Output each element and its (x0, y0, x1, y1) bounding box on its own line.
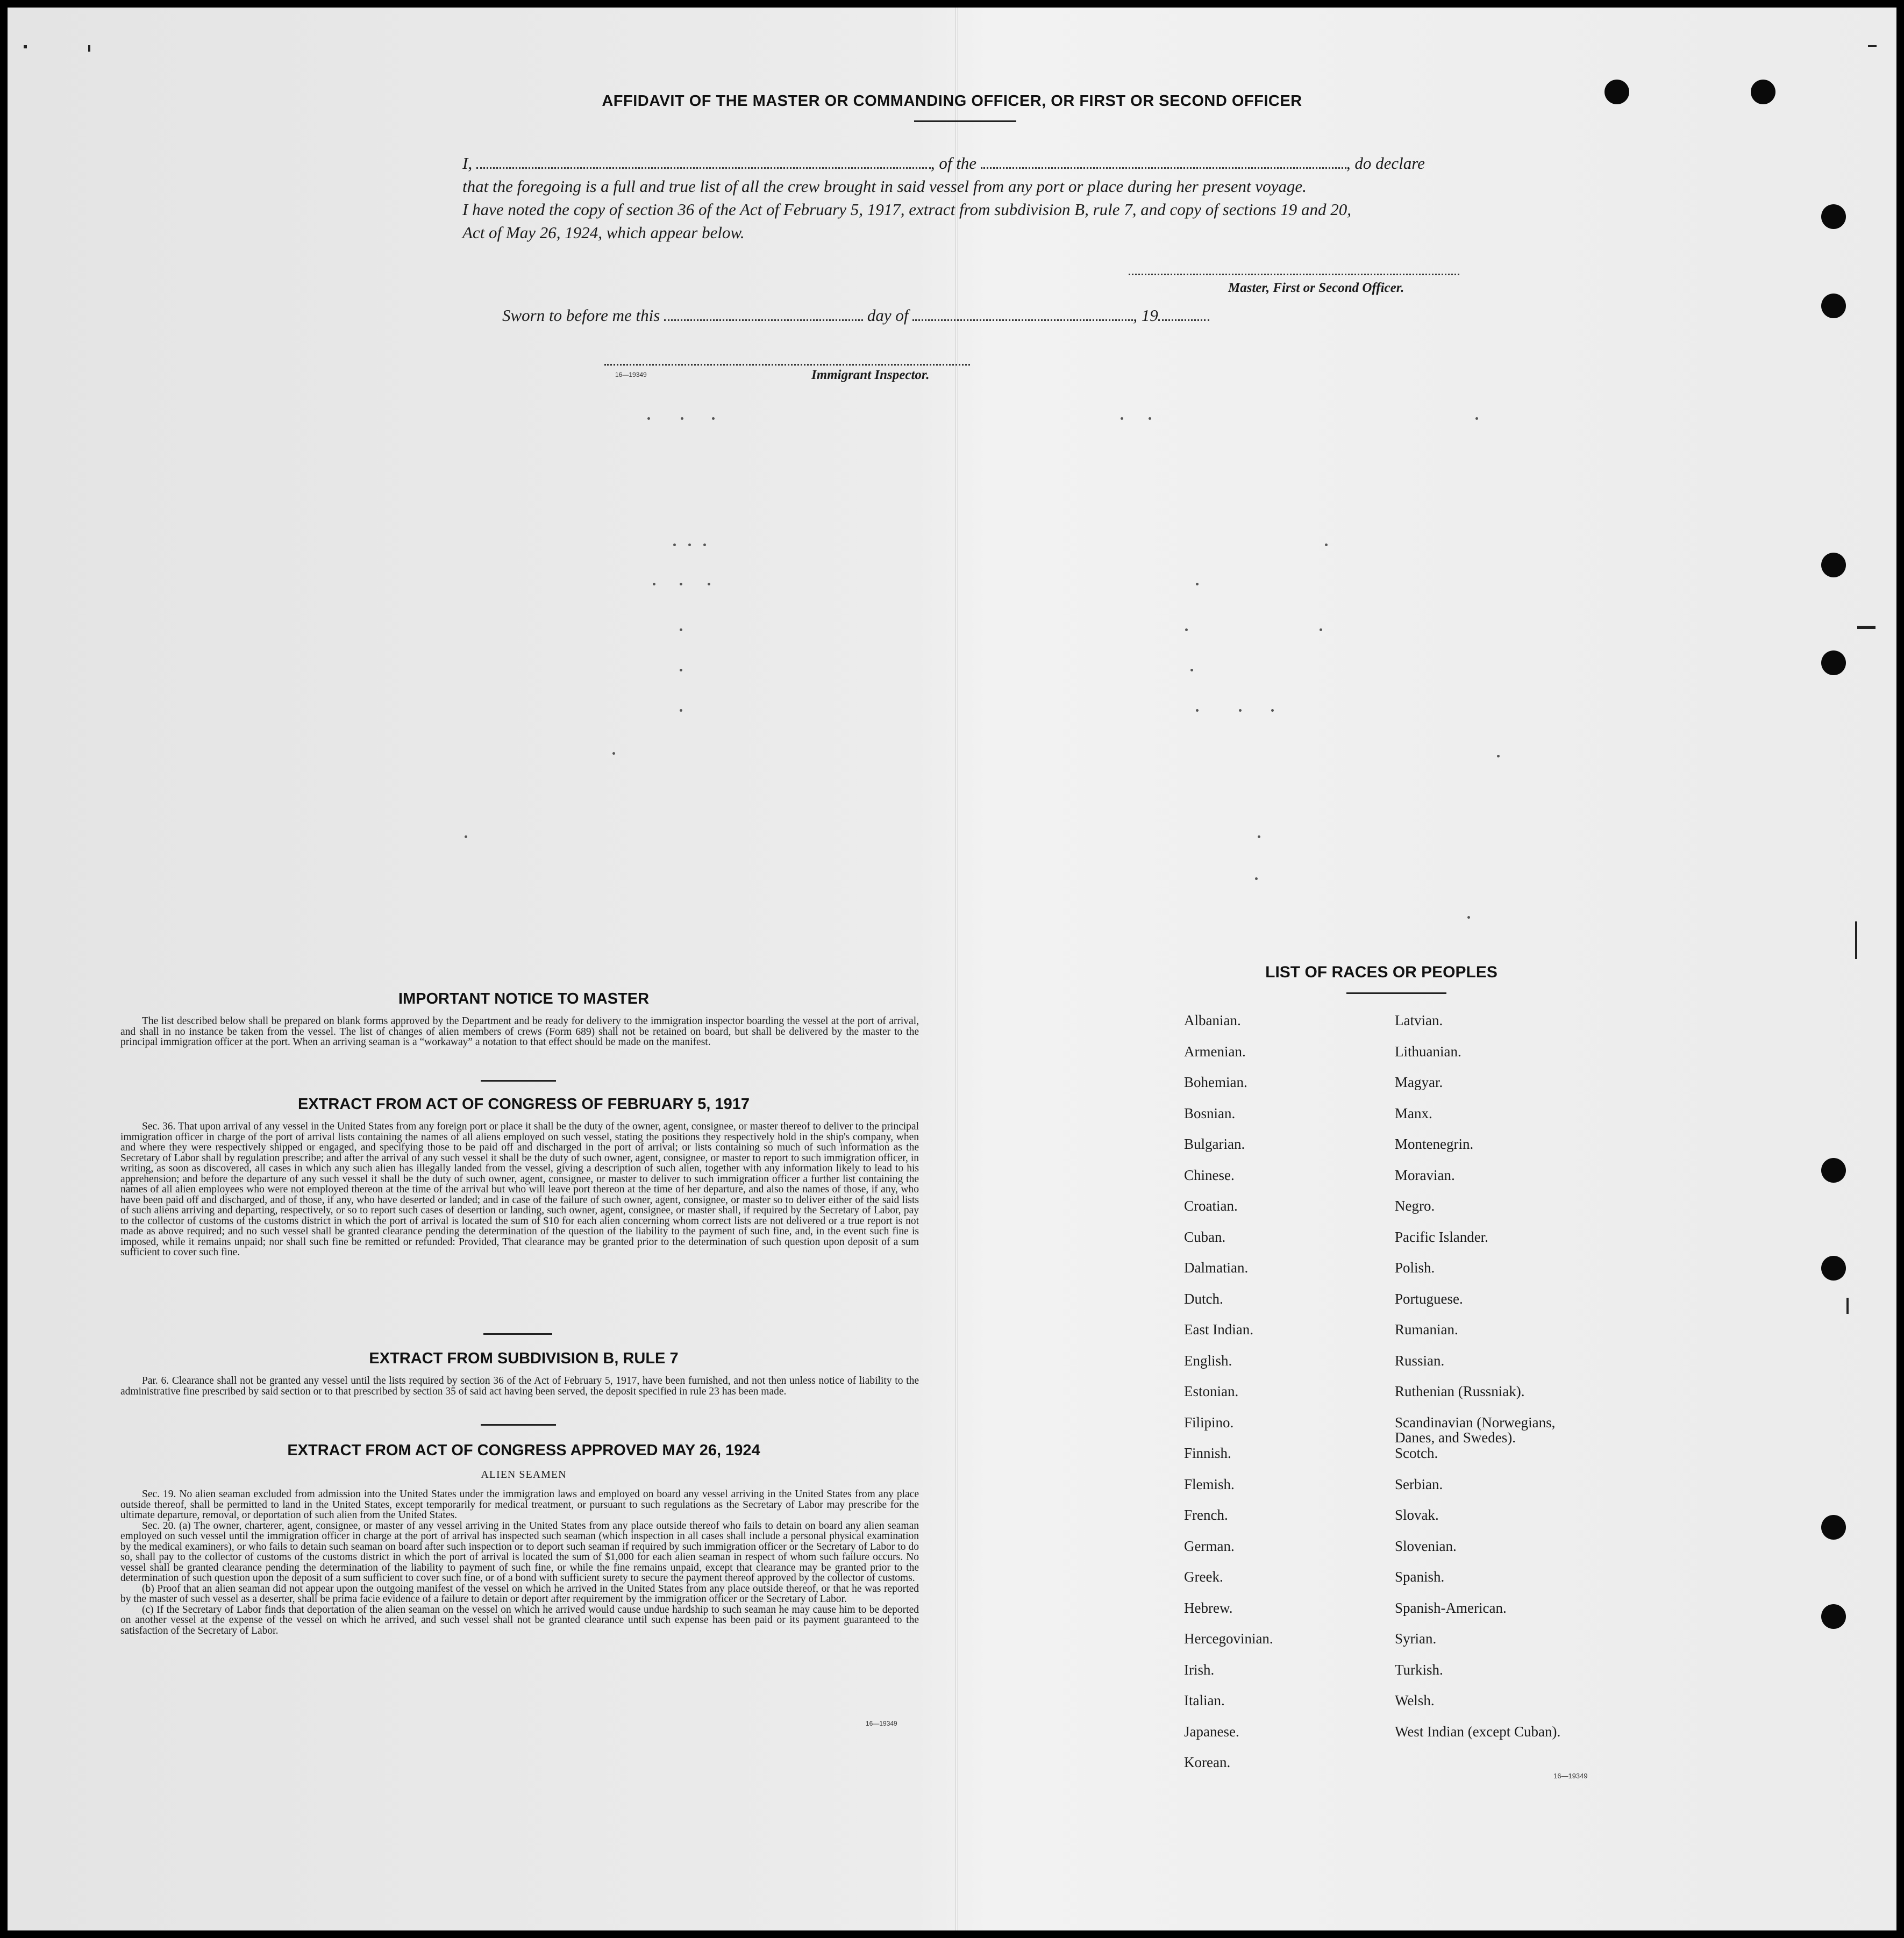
race-item: English. (1184, 1352, 1232, 1369)
punch-hole (1821, 650, 1846, 675)
race-item: Hebrew. (1184, 1599, 1233, 1616)
race-item: Cuban. (1184, 1228, 1226, 1245)
race-item: Ruthenian (Russniak). (1395, 1383, 1525, 1399)
bleed-mark (1121, 417, 1123, 420)
race-item: Flemish. (1184, 1476, 1235, 1492)
race-item: Armenian. (1184, 1043, 1246, 1060)
edge-mark (88, 45, 90, 52)
affidavit-line-4: Act of May 26, 1924, which appear below. (462, 223, 745, 242)
alien-seamen-subtitle: ALIEN SEAMEN (481, 1469, 567, 1481)
race-item: Portuguese. (1395, 1290, 1463, 1307)
inspector-signature-line[interactable] (604, 364, 970, 366)
bleed-mark (680, 669, 682, 671)
bleed-mark (1196, 583, 1199, 585)
bleed-mark (1475, 417, 1478, 420)
race-item: Bosnian. (1184, 1105, 1236, 1121)
edge-mark (1855, 921, 1857, 959)
affidavit-line-2: that the foregoing is a full and true list of all the crew brought in said vessel from any port or place during her present voyage. (462, 177, 1307, 196)
bleed-mark (681, 417, 683, 420)
race-item: Russian. (1395, 1352, 1445, 1369)
bleed-mark (1271, 709, 1274, 712)
bleed-mark (1190, 669, 1193, 671)
race-item: Albanian. (1184, 1012, 1241, 1028)
race-item: Estonian. (1184, 1383, 1239, 1399)
race-item: Dalmatian. (1184, 1260, 1249, 1276)
sworn-line (502, 306, 1524, 325)
bleed-mark (1320, 628, 1322, 631)
rule7-paragraph: Par. 6. Clearance shall not be granted any vessel until the lists required by section 36 of the Act of February 5, 1917, have been furnished, and not then unless notice of liability to the administrative fine prescribed by said section or to that prescribed by section 35 of said act having been served, the deposit specified in rule 23 has been made. (120, 1375, 919, 1397)
notice-rule (481, 1080, 556, 1082)
punch-hole (1821, 1158, 1846, 1183)
race-item: Italian. (1184, 1692, 1225, 1708)
bleed-mark (1255, 877, 1258, 880)
master-signature-label: Master, First or Second Officer. (1228, 281, 1404, 295)
bleed-mark (1258, 835, 1260, 838)
bleed-mark (680, 628, 682, 631)
form-number-left: 16—19349 (866, 1720, 897, 1727)
sworn-prefix: Sworn to before me this (502, 306, 660, 325)
races-right-column (1395, 1013, 1642, 1755)
race-item: Scandinavian (Norwegians, Danes, and Swedes). (1395, 1414, 1556, 1446)
notice-title: IMPORTANT NOTICE TO MASTER (398, 990, 650, 1007)
race-item: Chinese. (1184, 1167, 1235, 1183)
document-sheet (8, 8, 1896, 1930)
bleed-mark (612, 752, 615, 755)
races-title: LIST OF RACES OR PEOPLES (1265, 963, 1497, 981)
race-item: East Indian. (1184, 1321, 1253, 1338)
bleed-mark (673, 544, 676, 546)
punch-hole (1821, 553, 1846, 577)
race-item: Polish. (1395, 1260, 1435, 1276)
race-item: West Indian (except Cuban). (1395, 1723, 1561, 1740)
sec20c-paragraph: (c) If the Secretary of Labor finds that deportation of the alien seaman on the vessel on which he arrived would cause undue hardship to such seaman he may cause him to be deported on another vessel at the expense of the vessel on which he arrived, and such vessel shall not be granted clearance until such expense has been paid or its payment guaranteed to the satisfaction of the Secretary of Labor. (120, 1604, 919, 1636)
notice-paragraph: The list described below shall be prepared on blank forms approved by the Department and be ready for delivery to the immigration inspector boarding the vessel at the port of arrival, and shall in no instance be taken from the vessel. The list of changes of alien members of crews (Form 689) shall not be retained on board, but shall be delivered by the master to the principal immigration officer at the port. When an arriving seaman is a “workaway” a notation to that effect should be made on the manifest. (120, 1016, 919, 1048)
edge-mark (1846, 1298, 1849, 1314)
race-item: Filipino. (1184, 1414, 1234, 1431)
race-item: French. (1184, 1507, 1228, 1523)
form-number-affidavit: 16—19349 (615, 371, 647, 378)
bleed-mark (1497, 755, 1500, 757)
bleed-mark (1196, 709, 1199, 712)
sworn-year-field[interactable] (1158, 307, 1209, 321)
page-fold (955, 8, 958, 1930)
bleed-mark (703, 544, 706, 546)
punch-hole (1821, 294, 1846, 318)
race-item: Croatian. (1184, 1198, 1238, 1214)
bleed-mark (465, 835, 467, 838)
bleed-mark (688, 544, 691, 546)
bleed-mark (653, 583, 655, 585)
race-item: Slovak. (1395, 1507, 1439, 1523)
race-item: Bulgarian. (1184, 1136, 1245, 1152)
race-item: Turkish. (1395, 1661, 1443, 1678)
punch-hole (1821, 1256, 1846, 1281)
of-the-label: , of the (930, 154, 977, 173)
vessel-blank-field[interactable] (981, 155, 1346, 169)
bleed-mark (1467, 916, 1470, 919)
punch-hole (1821, 1515, 1846, 1540)
race-item: Korean. (1184, 1754, 1231, 1770)
race-item: Syrian. (1395, 1631, 1437, 1647)
extract-1924-title: EXTRACT FROM ACT OF CONGRESS APPROVED MAY 26, 1924 (287, 1442, 760, 1459)
race-item: Magyar. (1395, 1074, 1443, 1090)
inspector-signature-label: Immigrant Inspector. (811, 368, 930, 382)
race-item: Rumanian. (1395, 1321, 1458, 1338)
race-item: Bohemian. (1184, 1074, 1247, 1090)
extract-1917-paragraph: Sec. 36. That upon arrival of any vessel in the United States from any foreign port or place it shall be the duty of the owner, agent, consignee, or master thereof to deliver to the principal immigration officer in charge of the port of arrival lists containing the names of all aliens employed on such vessel, stating the positions they respectively hold in the ship's company, when and where they were respectively shipped or engaged, and specifying those to be paid off and discharged in the port of arrival; or lists containing so much of such information as the Secretary of Labor shall by regulation prescribe; and after the arrival of any such vessel it shall be the duty of such owner, agent, consignee, or master to report to such immigration officer, in writing, as soon as discovered, all cases in which any such alien has illegally landed from the vessel, giving a description of such alien, together with any information likely to lead to his apprehension; and before the departure of any such vessel it shall be the duty of such owner, agent, consignee, or master to deliver to such immigration officer a further list containing the names of all alien employees who were not employed thereon at the time of the arrival but who will leave port thereon at the time of her departure, and also the names of those, if any, who have been paid off and discharged, and of those, if any, who have deserted or landed; and in case of the failure of such owner, agent, consignee, or master so to deliver either of the said lists of such aliens arriving and departing, respectively, or so to report such cases of desertion or landing, such owner, agent, consignee, or master shall, if required by the Secretary of Labor, pay to the collector of customs of the customs district in which the port of arrival is located the sum of $10 for each alien concerning whom correct lists are not delivered or a true report is not made as above required; and no such vessel shall be granted clearance pending the determination of the question of the liability to the payment of such fine, and, in the event such fine is imposed, while it remains unpaid; nor shall such fine be remitted or refunded: Provided, That clearance may be granted prior to the determination of such question upon deposit of a sum sufficient to cover such fine. (120, 1121, 919, 1258)
bleed-mark (680, 583, 682, 585)
extract-1917-text (120, 1121, 919, 1258)
race-item: Finnish. (1184, 1445, 1231, 1461)
do-declare-label: , do declare (1346, 154, 1425, 173)
bleed-mark (1325, 544, 1328, 546)
bleed-mark (1149, 417, 1151, 420)
race-item: Manx. (1395, 1105, 1432, 1121)
race-item: Serbian. (1395, 1476, 1443, 1492)
edge-mark (1868, 45, 1877, 47)
race-item: Negro. (1395, 1198, 1435, 1214)
edge-mark (24, 45, 27, 48)
race-item: Slovenian. (1395, 1537, 1457, 1554)
race-item: Scotch. (1395, 1445, 1438, 1461)
affidavit-line-3: I have noted the copy of section 36 of the Act of February 5, 1917, extract from subdivision B, rule 7, and copy of sections 19 and 20, (462, 200, 1352, 219)
race-item: Spanish. (1395, 1569, 1445, 1585)
race-item: Lithuanian. (1395, 1043, 1461, 1060)
race-item: Pacific Islander. (1395, 1228, 1488, 1245)
extract-1924-text (120, 1489, 919, 1636)
sworn-year: , 19 (1133, 306, 1158, 325)
punch-hole (1821, 1604, 1846, 1629)
notice-text (120, 1016, 919, 1048)
bleed-mark (708, 583, 710, 585)
race-item: Hercegovinian. (1184, 1631, 1273, 1647)
extract-1917-rule (483, 1333, 552, 1335)
extract-1917-title: EXTRACT FROM ACT OF CONGRESS OF FEBRUARY 5, 1917 (297, 1096, 750, 1113)
sworn-month-field[interactable] (912, 307, 1133, 321)
affidavit-title-rule (914, 120, 1016, 122)
sec20a-paragraph: Sec. 20. (a) The owner, charterer, agent, consignee, or master of any vessel arriving in the United States from any place outside thereof who fails to detain on board any alien seaman employed on such vessel until the immigration officer in charge at the port of arrival has inspected such seaman (which inspection in all cases shall include a personal physical examination by the medical examiners), or who fails to detain such seaman on board after such inspection or to deport such seaman if required by such immigration officer or the Secretary of Labor to do so, shall pay to the collector of customs of the customs district in which the port of arrival is located the sum of $1,000 for each alien seaman in respect of whom such failure occurs. No vessel shall be granted clearance pending the determination of the liability to payment of such fine, or while the fine remains unpaid, except that clearance may be granted prior to the determination of such question upon the deposit of a sum sufficient to cover such fine, or of a bond with sufficient surety to secure the payment thereof approved by the collector of customs. (120, 1520, 919, 1584)
bleed-mark (647, 417, 650, 420)
rule7-text (120, 1376, 919, 1397)
sec20b-paragraph: (b) Proof that an alien seaman did not appear upon the outgoing manifest of the vessel on which he arrived in the United States from any place outside thereof, or that he was reported by the master of such vessel as a deserter, shall be prima facie evidence of a failure to detain or deport after requirement by the immigration officer or the Secretary of Labor. (120, 1583, 919, 1605)
races-left-column (1184, 1013, 1388, 1786)
races-title-rule (1346, 992, 1446, 994)
race-item: Welsh. (1395, 1692, 1435, 1708)
bleed-mark (1239, 709, 1242, 712)
form-number-right: 16—19349 (1553, 1772, 1588, 1780)
affidavit-title: AFFIDAVIT OF THE MASTER OR COMMANDING OFFICER, OR FIRST OR SECOND OFFICER (602, 92, 1302, 110)
race-item: Irish. (1184, 1661, 1215, 1678)
race-item: Japanese. (1184, 1723, 1239, 1740)
race-item: German. (1184, 1537, 1235, 1554)
bleed-mark (1185, 628, 1188, 631)
race-item: Spanish-American. (1395, 1599, 1507, 1616)
race-item: Dutch. (1184, 1290, 1223, 1307)
sec19-paragraph: Sec. 19. No alien seaman excluded from admission into the United States under the immigration laws and employed on board any vessel arriving in the United States from any place outside thereof, shall be permitted to land in the United States, except temporarily for medical treatment, or pursuant to such regulations as the Secretary of Labor may prescribe for the ultimate departure, removal, or deportation of such alien from the United States. (120, 1489, 919, 1521)
bleed-mark (712, 417, 715, 420)
sworn-day-of: day of (867, 306, 909, 325)
sworn-day-field[interactable] (664, 307, 863, 321)
master-signature-line[interactable] (1129, 274, 1459, 275)
race-item: Moravian. (1395, 1167, 1455, 1183)
edge-mark (1857, 626, 1876, 629)
rule7-title: EXTRACT FROM SUBDIVISION B, RULE 7 (369, 1350, 679, 1367)
race-item: Latvian. (1395, 1012, 1443, 1028)
race-item: Greek. (1184, 1569, 1223, 1585)
affidavit-i-label: I, (462, 154, 473, 173)
bleed-mark (680, 709, 682, 712)
rule7-rule (481, 1424, 556, 1426)
punch-hole (1821, 204, 1846, 229)
affidavit-line-1 (462, 154, 1484, 173)
name-blank-field[interactable] (476, 155, 931, 169)
race-item: Montenegrin. (1395, 1136, 1474, 1152)
